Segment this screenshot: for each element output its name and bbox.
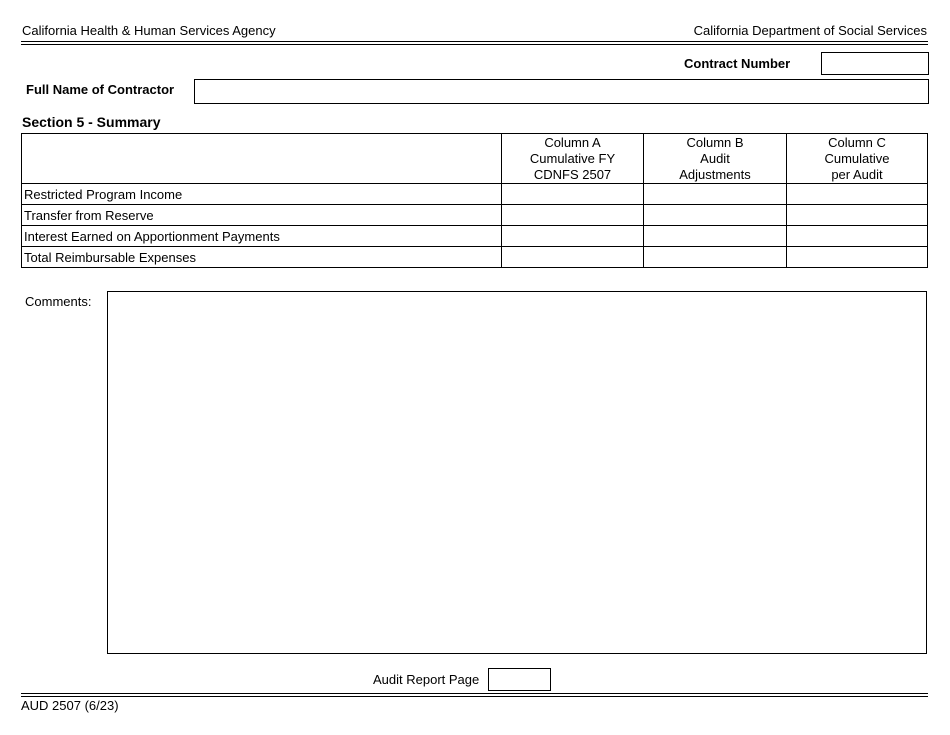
cell-total-reimbursable-expenses-column-a[interactable] [502, 247, 644, 268]
summary-table [21, 133, 928, 268]
table-row [22, 247, 928, 268]
cell-total-reimbursable-expenses-column-c[interactable] [787, 247, 928, 268]
footer-divider-secondary [21, 696, 928, 697]
table-row [22, 184, 928, 205]
column-c-line3: per Audit [831, 166, 883, 182]
column-a-line1: Column A [544, 134, 601, 150]
column-a-line3: CDNFS 2507 [533, 166, 612, 182]
cell-transfer-from-reserve-column-c[interactable] [787, 205, 928, 226]
cell-interest-earned-column-b[interactable] [644, 226, 787, 247]
cell-restricted-program-income-column-c[interactable] [787, 184, 928, 205]
comments-label: Comments: [25, 294, 92, 309]
audit-report-page-label: Audit Report Page [373, 672, 480, 687]
contractor-name-field[interactable] [194, 79, 929, 104]
column-c-line2: Cumulative [824, 150, 890, 166]
row-label-interest-earned: Interest Earned on Apportionment Payments [22, 226, 502, 247]
comments-field[interactable] [107, 291, 927, 654]
table-row [22, 226, 928, 247]
cell-interest-earned-column-a[interactable] [502, 226, 644, 247]
summary-header-row [22, 134, 928, 184]
column-c-header [787, 134, 928, 184]
cell-interest-earned-column-c[interactable] [787, 226, 928, 247]
column-a-header [502, 134, 644, 184]
form-id: AUD 2507 (6/23) [21, 698, 119, 713]
contractor-name-label: Full Name of Contractor [26, 82, 175, 97]
contract-number-field[interactable] [821, 52, 929, 75]
row-label-total-reimbursable-expenses: Total Reimbursable Expenses [22, 247, 502, 268]
column-b-line1: Column B [686, 134, 744, 150]
cell-restricted-program-income-column-a[interactable] [502, 184, 644, 205]
column-c-line1: Column C [828, 134, 886, 150]
cell-total-reimbursable-expenses-column-b[interactable] [644, 247, 787, 268]
row-label-header [22, 134, 502, 184]
cell-transfer-from-reserve-column-a[interactable] [502, 205, 644, 226]
row-label-restricted-program-income: Restricted Program Income [22, 184, 502, 205]
agency-name: California Health & Human Services Agency [22, 23, 276, 38]
table-row [22, 205, 928, 226]
contract-number-label: Contract Number [684, 56, 791, 71]
header-divider [21, 41, 928, 42]
cell-restricted-program-income-column-b[interactable] [644, 184, 787, 205]
section-title: Section 5 - Summary [22, 114, 161, 130]
column-b-header [644, 134, 787, 184]
footer-divider [21, 693, 928, 694]
column-b-line3: Adjustments [679, 166, 751, 182]
department-name: California Department of Social Services [693, 23, 927, 38]
row-label-transfer-from-reserve: Transfer from Reserve [22, 205, 502, 226]
column-a-line2: Cumulative FY [529, 150, 616, 166]
cell-transfer-from-reserve-column-b[interactable] [644, 205, 787, 226]
audit-report-page-field[interactable] [488, 668, 551, 691]
header-divider-secondary [21, 44, 928, 45]
column-b-line2: Audit [700, 150, 730, 166]
